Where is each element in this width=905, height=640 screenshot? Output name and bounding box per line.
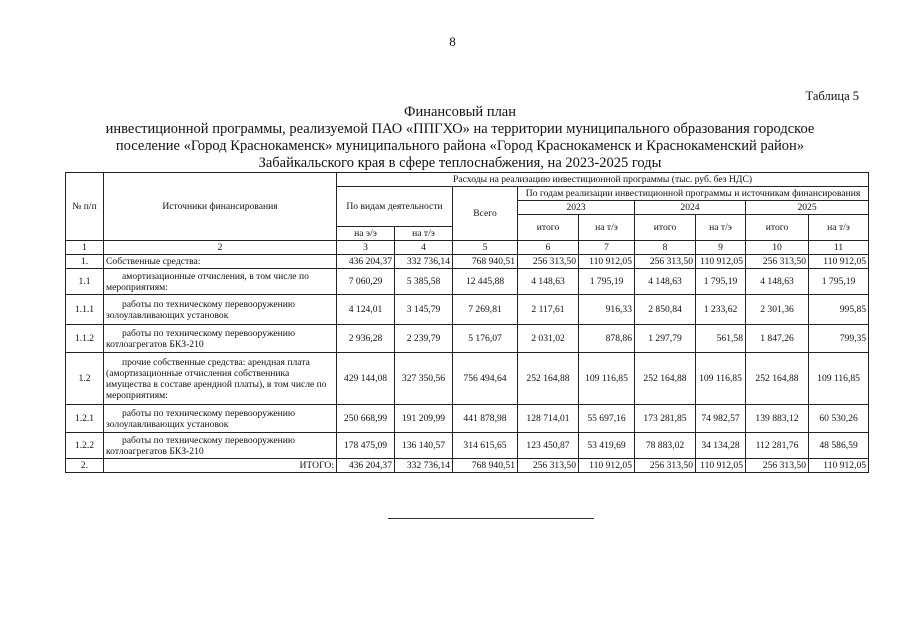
col-number: 4 bbox=[395, 241, 453, 255]
row-source: работы по техническому перевооружению котлоагрегатов БКЗ-210 bbox=[104, 325, 337, 353]
col-number: 5 bbox=[453, 241, 518, 255]
row-number: 1.2 bbox=[66, 353, 104, 405]
header-year-2024: 2024 bbox=[635, 201, 746, 215]
cell-2025-te: 110 912,05 bbox=[809, 459, 869, 473]
cell-ee: 7 060,29 bbox=[337, 269, 395, 295]
cell-2024-total: 78 883,02 bbox=[635, 433, 696, 459]
cell-total: 768 940,51 bbox=[453, 459, 518, 473]
header-te: на т/э bbox=[395, 227, 453, 241]
cell-2024-te: 1 795,19 bbox=[696, 269, 746, 295]
cell-ee: 429 144,08 bbox=[337, 353, 395, 405]
cell-te: 332 736,14 bbox=[395, 255, 453, 269]
cell-2024-total: 252 164,88 bbox=[635, 353, 696, 405]
cell-te: 191 209,99 bbox=[395, 405, 453, 433]
header-source: Источники финансирования bbox=[104, 173, 337, 241]
cell-2023-total: 2 117,61 bbox=[518, 295, 579, 325]
row-source: ИТОГО: bbox=[104, 459, 337, 473]
cell-ee: 436 204,37 bbox=[337, 255, 395, 269]
header-year-2025: 2025 bbox=[746, 201, 869, 215]
col-number: 9 bbox=[696, 241, 746, 255]
cell-total: 768 940,51 bbox=[453, 255, 518, 269]
cell-2024-total: 173 281,85 bbox=[635, 405, 696, 433]
cell-te: 2 239,79 bbox=[395, 325, 453, 353]
cell-ee: 4 124,01 bbox=[337, 295, 395, 325]
cell-2024-total: 1 297,79 bbox=[635, 325, 696, 353]
header-te-2023: на т/э bbox=[579, 215, 635, 241]
cell-total: 7 269,81 bbox=[453, 295, 518, 325]
table-row bbox=[66, 255, 869, 269]
cell-2025-total: 4 148,63 bbox=[746, 269, 809, 295]
cell-2025-te: 109 116,85 bbox=[809, 353, 869, 405]
cell-2023-total: 2 031,02 bbox=[518, 325, 579, 353]
cell-2024-te: 110 912,05 bbox=[696, 459, 746, 473]
cell-2023-te: 878,86 bbox=[579, 325, 635, 353]
col-number: 3 bbox=[337, 241, 395, 255]
row-number: 1.1.1 bbox=[66, 295, 104, 325]
cell-2024-total: 4 148,63 bbox=[635, 269, 696, 295]
row-number: 1.1.2 bbox=[66, 325, 104, 353]
row-source: работы по техническому перевооружению золоулавливающих установок bbox=[104, 295, 337, 325]
cell-ee: 178 475,09 bbox=[337, 433, 395, 459]
row-number: 1. bbox=[66, 255, 104, 269]
cell-2024-total: 2 850,84 bbox=[635, 295, 696, 325]
cell-2025-te: 110 912,05 bbox=[809, 255, 869, 269]
header-expenses: Расходы на реализацию инвестиционной программы (тыс. руб. без НДС) bbox=[337, 173, 869, 187]
cell-2025-te: 48 586,59 bbox=[809, 433, 869, 459]
table-row bbox=[66, 405, 869, 433]
row-source: амортизационные отчисления, в том числе по мероприятиям: bbox=[104, 269, 337, 295]
title-line: Забайкальского края в сфере теплоснабжения, на 2023-2025 годы bbox=[258, 155, 662, 171]
row-source: Собственные средства: bbox=[104, 255, 337, 269]
cell-te: 327 350,56 bbox=[395, 353, 453, 405]
page-number: 8 bbox=[449, 34, 456, 49]
cell-2023-te: 53 419,69 bbox=[579, 433, 635, 459]
cell-2024-total: 256 313,50 bbox=[635, 459, 696, 473]
header-te-2024: на т/э bbox=[696, 215, 746, 241]
cell-2024-te: 109 116,85 bbox=[696, 353, 746, 405]
cell-2024-te: 34 134,28 bbox=[696, 433, 746, 459]
cell-2023-total: 4 148,63 bbox=[518, 269, 579, 295]
cell-2024-total: 256 313,50 bbox=[635, 255, 696, 269]
column-number-row bbox=[66, 241, 869, 255]
cell-2025-total: 256 313,50 bbox=[746, 459, 809, 473]
title-line: инвестиционной программы, реализуемой ПАО «ППГХО» на территории муниципального образования городское bbox=[105, 121, 815, 137]
title-line: Финансовый план bbox=[403, 104, 517, 120]
cell-total: 12 445,88 bbox=[453, 269, 518, 295]
cell-2023-te: 1 795,19 bbox=[579, 269, 635, 295]
title-line: поселение «Город Краснокаменск» муниципального района «Город Краснокаменск и Краснокаменский район» bbox=[115, 138, 805, 154]
cell-2025-total: 112 281,76 bbox=[746, 433, 809, 459]
cell-total: 5 176,07 bbox=[453, 325, 518, 353]
cell-2025-te: 60 530,26 bbox=[809, 405, 869, 433]
table-row bbox=[66, 325, 869, 353]
col-number: 10 bbox=[746, 241, 809, 255]
cell-2025-te: 799,35 bbox=[809, 325, 869, 353]
col-number: 1 bbox=[66, 241, 104, 255]
cell-total: 756 494,64 bbox=[453, 353, 518, 405]
cell-ee: 2 936,28 bbox=[337, 325, 395, 353]
cell-2025-total: 256 313,50 bbox=[746, 255, 809, 269]
cell-2023-te: 110 912,05 bbox=[579, 459, 635, 473]
header-by-activity: По видам деятельности bbox=[337, 187, 453, 227]
header-itogo-2023: итого bbox=[518, 215, 579, 241]
col-number: 7 bbox=[579, 241, 635, 255]
cell-2025-total: 2 301,36 bbox=[746, 295, 809, 325]
cell-2025-total: 252 164,88 bbox=[746, 353, 809, 405]
cell-2023-te: 109 116,85 bbox=[579, 353, 635, 405]
cell-te: 5 385,58 bbox=[395, 269, 453, 295]
separator-line bbox=[388, 518, 594, 519]
cell-te: 136 140,57 bbox=[395, 433, 453, 459]
row-number: 1.1 bbox=[66, 269, 104, 295]
header-te-2025: на т/э bbox=[809, 215, 869, 241]
cell-2024-te: 110 912,05 bbox=[696, 255, 746, 269]
row-source: работы по техническому перевооружению котлоагрегатов БКЗ-210 bbox=[104, 433, 337, 459]
row-number: 2. bbox=[66, 459, 104, 473]
col-number: 6 bbox=[518, 241, 579, 255]
cell-2025-total: 139 883,12 bbox=[746, 405, 809, 433]
cell-2025-te: 995,85 bbox=[809, 295, 869, 325]
row-source: прочие собственные средства: арендная плата (амортизационные отчисления собственника имущества в составе арендной платы), в том числе по мероприятиям: bbox=[104, 353, 337, 405]
table-row bbox=[66, 269, 869, 295]
cell-2024-te: 1 233,62 bbox=[696, 295, 746, 325]
cell-2023-total: 256 313,50 bbox=[518, 459, 579, 473]
table-row bbox=[66, 353, 869, 405]
col-number: 8 bbox=[635, 241, 696, 255]
cell-2024-te: 74 982,57 bbox=[696, 405, 746, 433]
cell-ee: 250 668,99 bbox=[337, 405, 395, 433]
cell-2023-total: 128 714,01 bbox=[518, 405, 579, 433]
header-by-years: По годам реализации инвестиционной программы и источникам финансирования bbox=[518, 187, 869, 201]
col-number: 11 bbox=[809, 241, 869, 255]
cell-te: 332 736,14 bbox=[395, 459, 453, 473]
table-row bbox=[66, 433, 869, 459]
row-source: работы по техническому перевооружению золоулавливающих установок bbox=[104, 405, 337, 433]
cell-2023-te: 110 912,05 bbox=[579, 255, 635, 269]
cell-2025-te: 1 795,19 bbox=[809, 269, 869, 295]
cell-ee: 436 204,37 bbox=[337, 459, 395, 473]
table-label: Таблица 5 bbox=[805, 89, 859, 103]
cell-2025-total: 1 847,26 bbox=[746, 325, 809, 353]
row-number: 1.2.2 bbox=[66, 433, 104, 459]
financial-plan-table bbox=[65, 172, 869, 473]
cell-2023-total: 256 313,50 bbox=[518, 255, 579, 269]
header-ee: на э/э bbox=[337, 227, 395, 241]
cell-2023-te: 55 697,16 bbox=[579, 405, 635, 433]
table-row bbox=[66, 295, 869, 325]
cell-2024-te: 561,58 bbox=[696, 325, 746, 353]
col-number: 2 bbox=[104, 241, 337, 255]
cell-2023-total: 123 450,87 bbox=[518, 433, 579, 459]
row-number: 1.2.1 bbox=[66, 405, 104, 433]
header-total: Всего bbox=[453, 187, 518, 241]
header-itogo-2024: итого bbox=[635, 215, 696, 241]
document-title bbox=[60, 104, 860, 172]
header-year-2023: 2023 bbox=[518, 201, 635, 215]
cell-total: 441 878,98 bbox=[453, 405, 518, 433]
cell-2023-te: 916,33 bbox=[579, 295, 635, 325]
table-row-total bbox=[66, 459, 869, 473]
cell-te: 3 145,79 bbox=[395, 295, 453, 325]
cell-total: 314 615,65 bbox=[453, 433, 518, 459]
cell-2023-total: 252 164,88 bbox=[518, 353, 579, 405]
header-num: № п/п bbox=[66, 173, 104, 241]
header-itogo-2025: итого bbox=[746, 215, 809, 241]
